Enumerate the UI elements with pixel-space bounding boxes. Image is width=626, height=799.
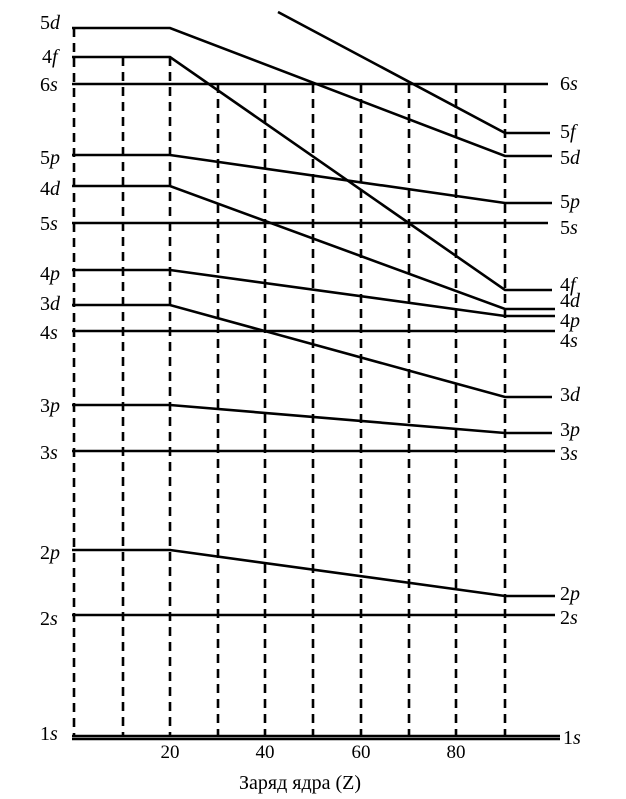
right-label-5p: 5p xyxy=(560,191,580,213)
right-label-3d: 3d xyxy=(560,384,580,406)
left-label-1s: 1s xyxy=(40,723,58,745)
right-label-4s: 4s xyxy=(560,330,578,352)
left-label-5d: 5d xyxy=(40,12,60,34)
left-label-6s: 6s xyxy=(40,74,58,96)
x-tick-60: 60 xyxy=(351,742,371,763)
right-label-4f: 4f xyxy=(560,274,576,296)
right-label-5d: 5d xyxy=(560,147,580,169)
right-label-3p: 3p xyxy=(560,419,580,441)
right-label-2p: 2p xyxy=(560,583,580,605)
left-label-4d: 4d xyxy=(40,178,60,200)
left-label-4s: 4s xyxy=(40,322,58,344)
right-labels xyxy=(560,73,581,749)
left-label-3p: 3p xyxy=(40,395,60,417)
right-label-5f: 5f xyxy=(560,121,576,143)
vertical-gridlines xyxy=(74,28,505,737)
right-label-4p: 4p xyxy=(560,310,580,332)
x-tick-20: 20 xyxy=(160,742,180,763)
left-label-4f: 4f xyxy=(42,46,58,68)
x-tick-40: 40 xyxy=(255,742,275,763)
right-label-1s: 1s xyxy=(563,727,581,749)
left-label-5s: 5s xyxy=(40,213,58,235)
right-label-6s: 6s xyxy=(560,73,578,95)
level-3d xyxy=(72,305,552,397)
level-5f xyxy=(278,12,550,133)
right-label-5s: 5s xyxy=(560,217,578,239)
s-levels xyxy=(72,84,560,739)
x-axis-ticks xyxy=(161,742,466,763)
right-label-3s: 3s xyxy=(560,443,578,465)
left-label-2s: 2s xyxy=(40,608,58,630)
left-label-4p: 4p xyxy=(40,263,60,285)
right-label-2s: 2s xyxy=(560,607,578,629)
x-axis-label: Заряд ядра (Z) xyxy=(238,772,362,794)
left-label-3d: 3d xyxy=(40,293,60,315)
left-label-5p: 5p xyxy=(40,147,60,169)
left-label-3s: 3s xyxy=(40,442,58,464)
x-tick-80: 80 xyxy=(446,742,466,763)
right-label-4d: 4d xyxy=(560,290,580,312)
left-labels xyxy=(40,12,61,745)
left-label-2p: 2p xyxy=(40,542,60,564)
